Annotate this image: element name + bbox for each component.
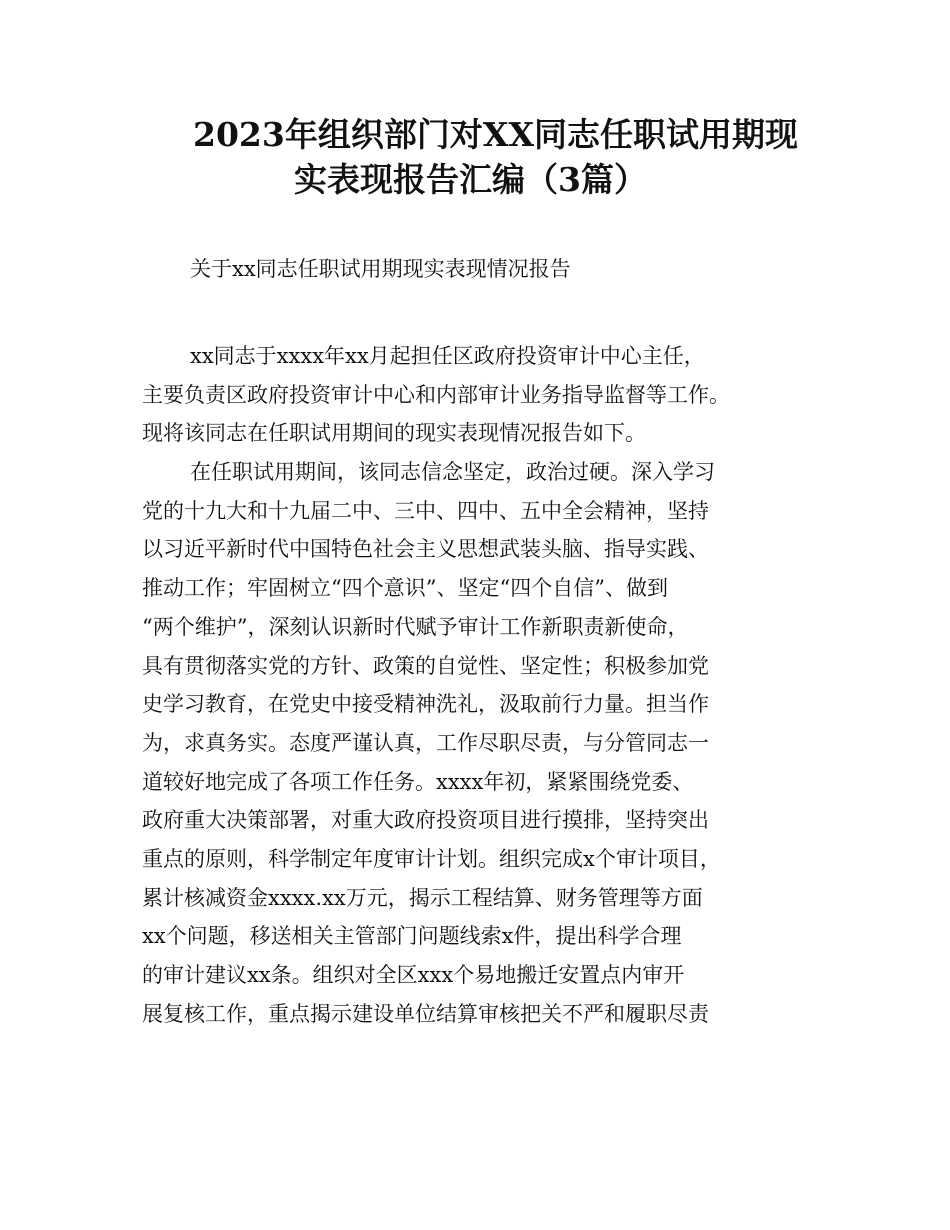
title-line-2: 实表现报告汇编（3篇） [294,160,647,199]
body-line: xx同志于xxxx年xx月起担任区政府投资审计中心主任， [190,344,705,368]
body-line: 重点的原则，科学制定年度审计计划。组织完成x个审计项目， [142,846,721,871]
body-line: 以习近平新时代中国特色社会主义思想武装头脑、指导实践、 [142,537,709,562]
report-body [142,337,832,1033]
body-line: 道较好地完成了各项工作任务。xxxx年初，紧紧围绕党委、 [142,769,694,794]
report-subtitle: 关于xx同志任职试用期现实表现情况报告 [190,257,571,281]
body-line: 现将该同志在任职试用期间的现实表现情况报告如下。 [142,421,646,446]
body-line: xx个问题，移送相关主管部门问题线索x件，提出科学合理 [142,924,682,949]
body-line: 政府重大决策部署，对重大政府投资项目进行摸排，坚持突出 [142,808,709,833]
body-line: “两个维护”，深刻认识新时代赋予审计工作新职责新使命， [142,614,689,639]
document-title [140,112,860,202]
body-line: 的审计建议xx条。组织对全区xxx个易地搬迁安置点内审开 [142,963,685,987]
body-line: 展复核工作，重点揭示建设单位结算审核把关不严和履职尽责 [142,1001,709,1026]
body-line: 史学习教育，在党史中接受精神洗礼，汲取前行力量。担当作 [142,692,709,717]
body-line: 具有贯彻落实党的方针、政策的自觉性、坚定性；积极参加党 [142,653,709,678]
body-line: 主要负责区政府投资审计中心和内部审计业务指导监督等工作。 [142,382,730,407]
body-line: 累计核减资金xxxx.xx万元，揭示工程结算、财务管理等方面 [142,885,703,910]
body-line: 推动工作；牢固树立“四个意识”、坚定“四个自信”、做到 [142,576,668,601]
title-line-1: 2023年组织部门对XX同志任职试用期现 [193,115,799,154]
body-line: 党的十九大和十九届二中、三中、四中、五中全会精神，坚持 [142,498,709,523]
body-line: 为，求真务实。态度严谨认真，工作尽职尽责，与分管同志一 [142,730,709,755]
body-line: 在任职试用期间，该同志信念坚定，政治过硬。深入学习 [190,460,715,485]
